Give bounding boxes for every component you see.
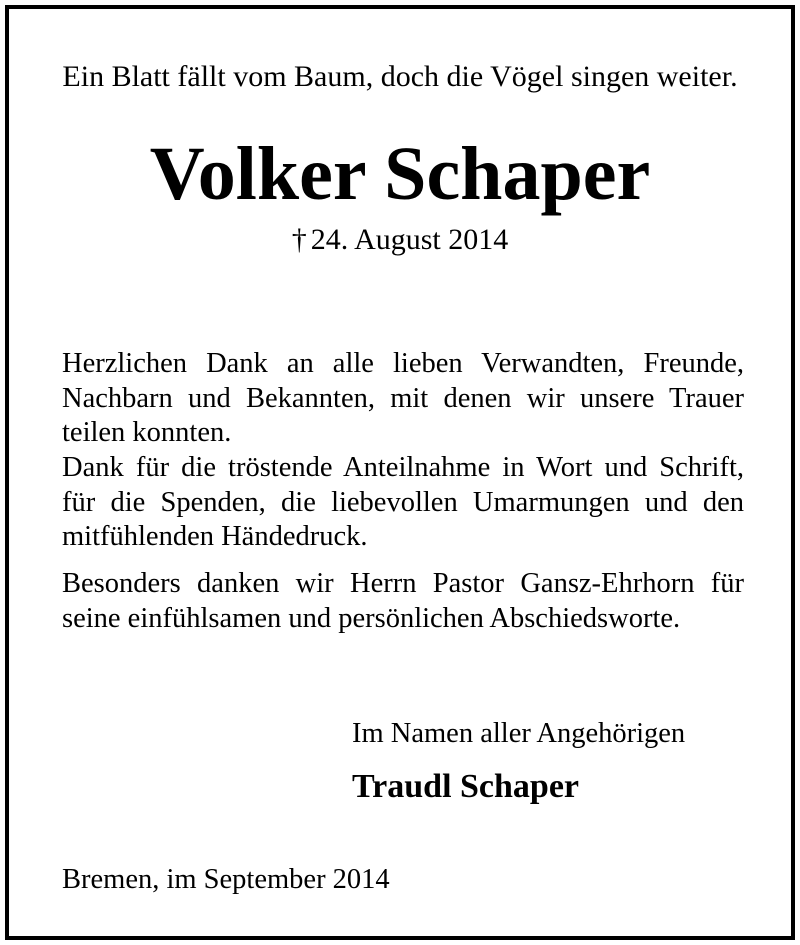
motto-line: Ein Blatt fällt vom Baum, doch die Vögel singen weiter. — [62, 60, 738, 93]
thanks-paragraph-1: Herzlichen Dank an alle lieben Verwandten, Freunde, Nachbarn und Bekannten, mit denen wir unsere Trauer teilen konnten. — [62, 348, 744, 448]
notice-frame — [5, 5, 795, 940]
death-date: 24. August 2014 — [310, 223, 509, 256]
closing-line: Im Namen aller Angehörigen — [352, 718, 686, 749]
death-date-line — [9, 222, 791, 258]
signer-name: Traudl Schaper — [352, 768, 580, 805]
cross-icon: † — [291, 223, 307, 256]
place-date: Bremen, im September 2014 — [62, 864, 390, 895]
thanks-paragraph-3: Besonders danken wir Herrn Pastor Gansz-Ehrhorn für seine einfühlsamen und persönlichen Abschiedsworte. — [62, 568, 744, 634]
thanks-paragraph-2: Dank für die tröstende Anteilnahme in Wort und Schrift, für die Spenden, die liebevollen Umarmungen und den mitfühlenden Händedruck. — [62, 452, 744, 552]
deceased-name: Volker Schaper — [149, 132, 651, 216]
